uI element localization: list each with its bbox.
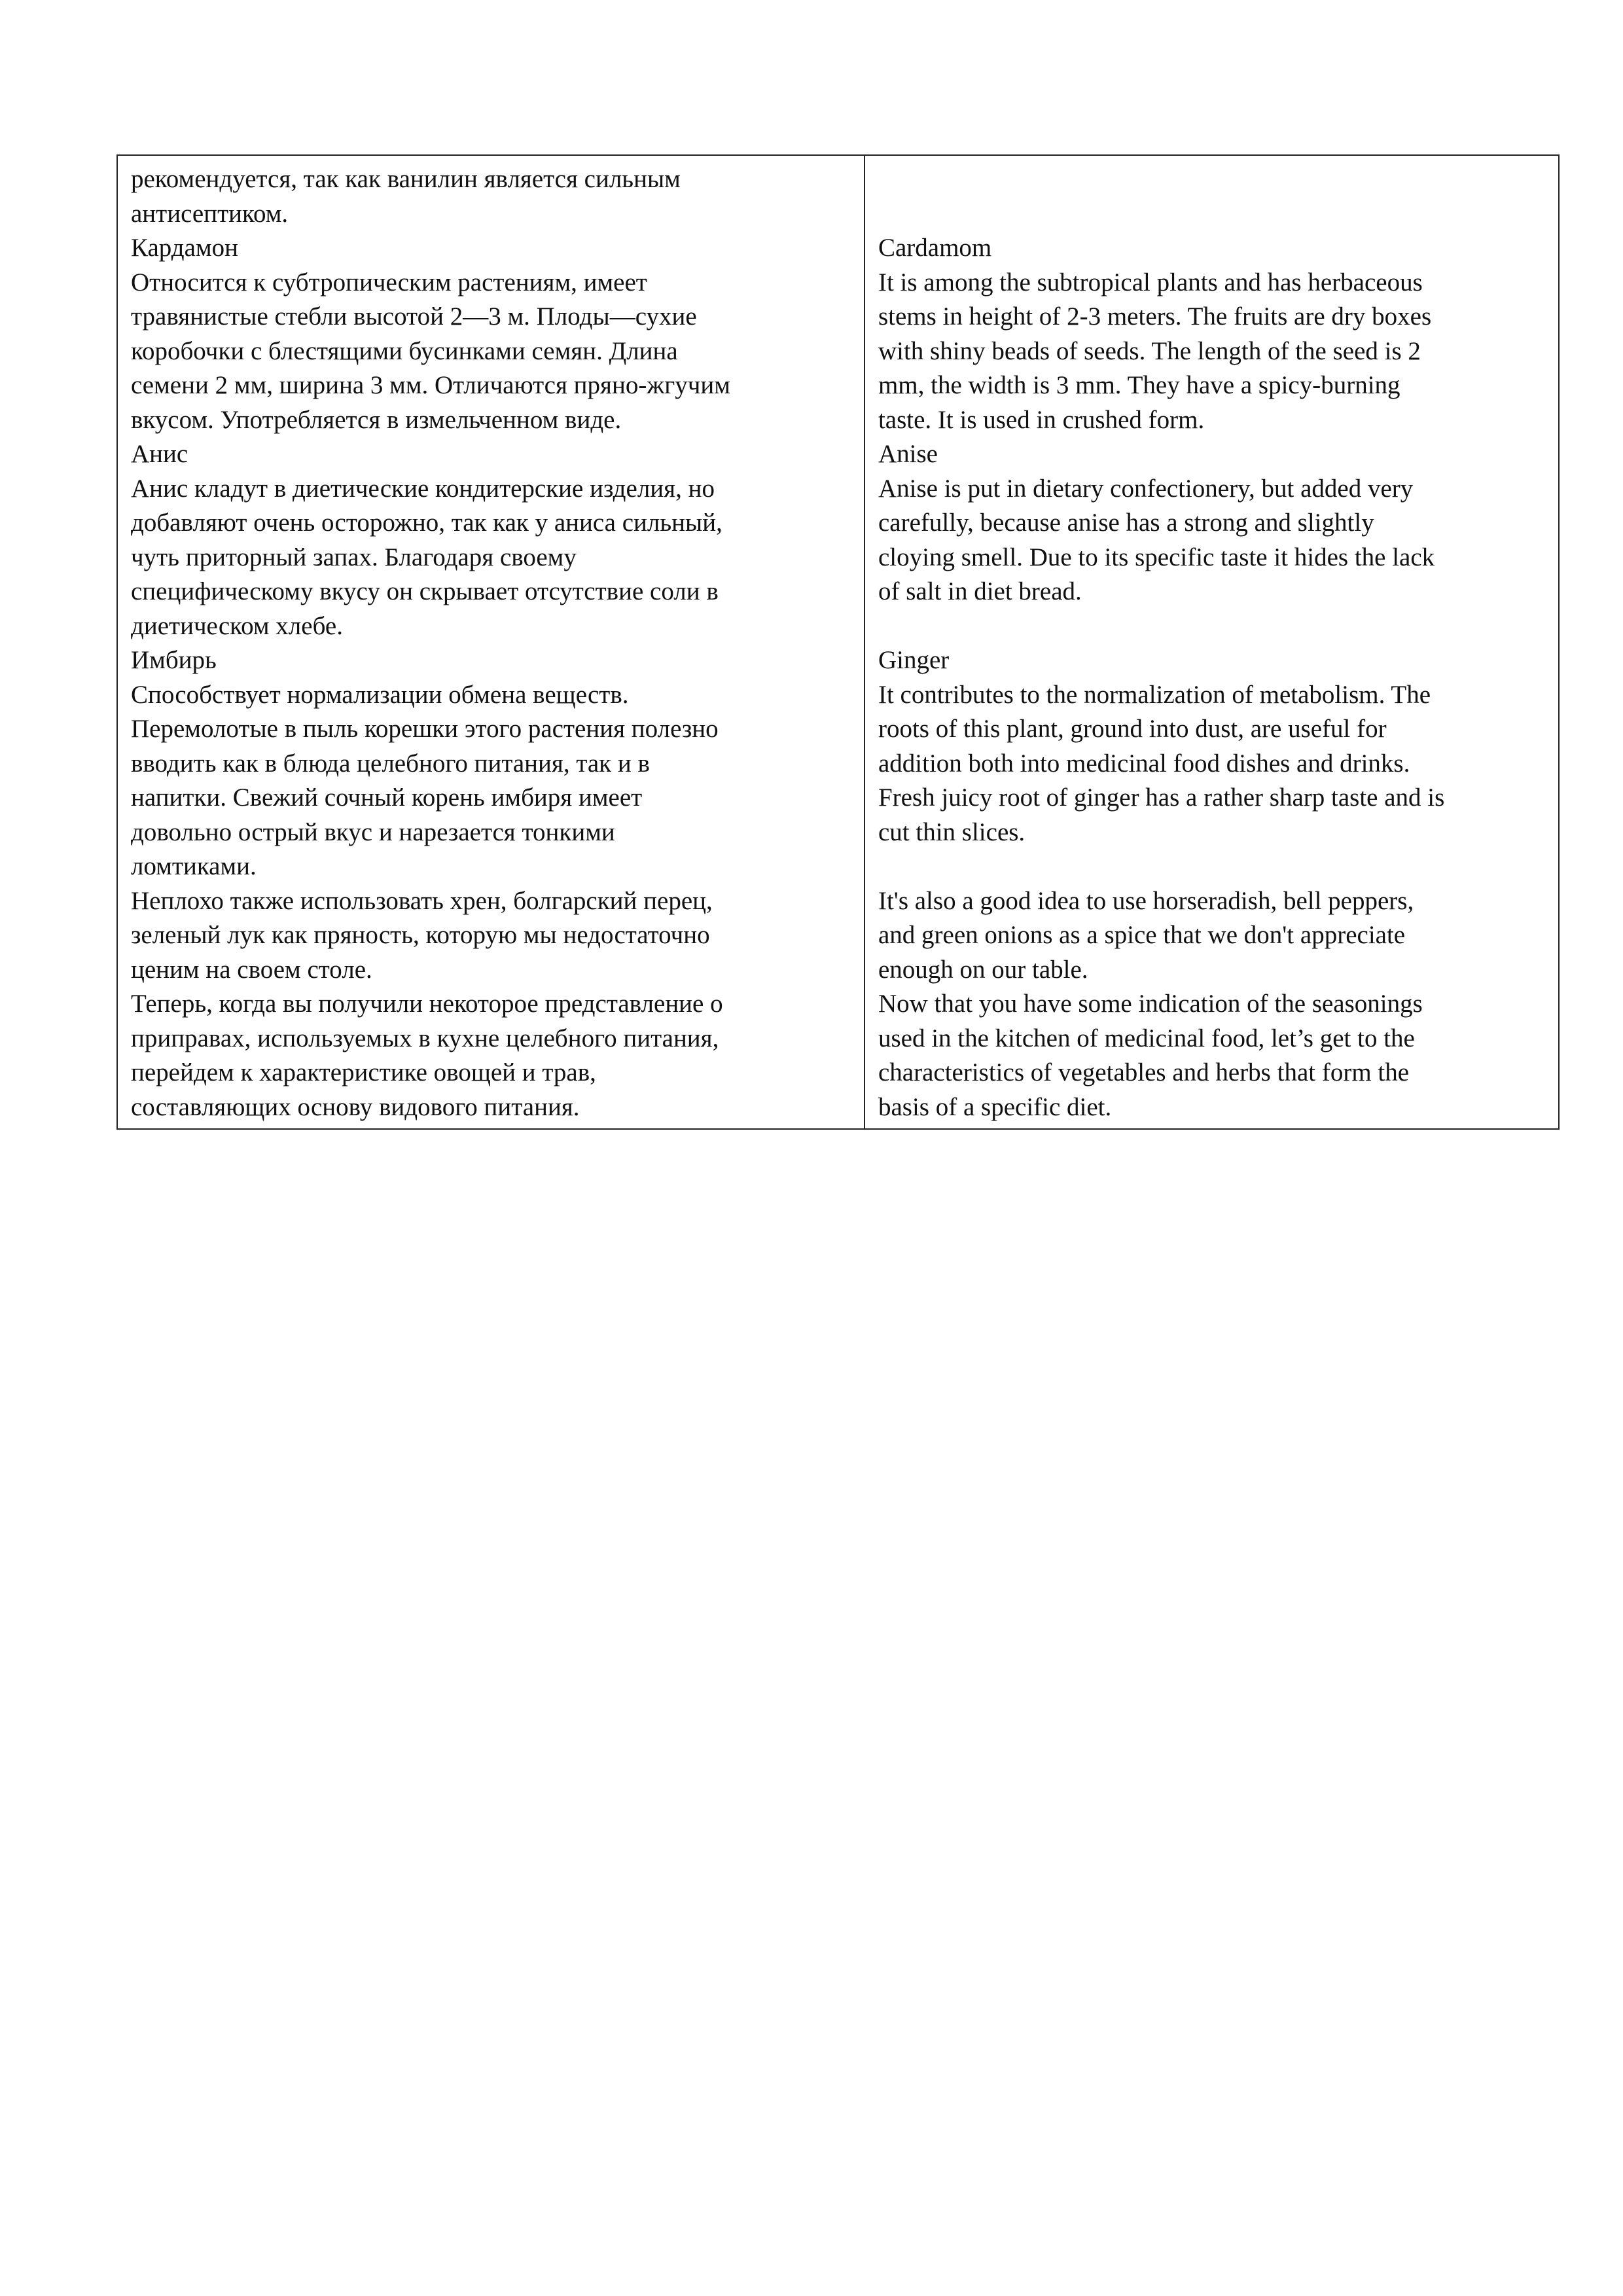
russian-column (118, 156, 865, 1128)
ru-heading-ginger: Имбирь (131, 646, 217, 674)
ru-line: ломтиками. (131, 852, 257, 880)
en-line: Fresh juicy root of ginger has a rather sharp taste and is (878, 783, 1445, 812)
ru-line: составляющих основу видового питания. (131, 1092, 580, 1121)
en-line: and green onions as a spice that we don't appreciate (878, 921, 1406, 949)
en-line: with shiny beads of seeds. The length of the seed is 2 (878, 336, 1421, 365)
ru-line: Относится к субтропическим растениям, имеет (131, 268, 647, 296)
en-line: addition both into medicinal food dishes and drinks. (878, 749, 1410, 778)
ru-line: вкусом. Употребляется в измельченном виде. (131, 405, 622, 434)
ru-line: добавляют очень осторожно, так как у аниса сильный, (131, 509, 722, 537)
en-line (878, 850, 1545, 884)
ru-line: Теперь, когда вы получили некоторое представление о (131, 990, 723, 1018)
en-line (878, 609, 1545, 644)
en-heading-ginger: Ginger (878, 646, 950, 674)
en-heading-anise: Anise (878, 440, 938, 468)
bilingual-table (116, 154, 1560, 1130)
en-line: carefully, because anise has a strong and slightly (878, 509, 1374, 537)
en-line: cut thin slices. (878, 817, 1026, 846)
ru-line: напитки. Свежий сочный корень имбиря имеет (131, 783, 643, 812)
en-line: characteristics of vegetables and herbs that form the (878, 1058, 1410, 1086)
en-line: mm, the width is 3 mm. They have a spicy-burning (878, 371, 1400, 399)
en-line: of salt in diet bread. (878, 577, 1082, 605)
ru-line: коробочки с блестящими бусинками семян. Длина (131, 336, 678, 365)
ru-line: вводить как в блюда целебного питания, так и в (131, 749, 650, 778)
en-line: It's also a good idea to use horseradish, bell peppers, (878, 886, 1414, 915)
en-line: roots of this plant, ground into dust, are useful for (878, 715, 1387, 743)
en-line: Now that you have some indication of the seasonings (878, 990, 1423, 1018)
english-column (865, 156, 1558, 1128)
en-line (878, 162, 1545, 197)
ru-heading-cardamom: Кардамон (131, 234, 238, 262)
ru-line: антисептиком. (131, 199, 289, 228)
en-line: taste. It is used in crushed form. (878, 405, 1205, 434)
en-heading-cardamom: Cardamom (878, 234, 992, 262)
en-line: Anise is put in dietary confectionery, but added very (878, 474, 1414, 503)
ru-line: Перемолотые в пыль корешки этого растения полезно (131, 715, 719, 743)
ru-line: чуть приторный запах. Благодаря своему (131, 543, 577, 571)
ru-line: семени 2 мм, ширина 3 мм. Отличаются пряно-жгучим (131, 371, 730, 399)
ru-line: Анис кладут в диетические кондитерские изделия, но (131, 474, 715, 503)
ru-line: Способствует нормализации обмена веществ. (131, 680, 629, 709)
en-line: It contributes to the normalization of metabolism. The (878, 680, 1431, 709)
ru-line: рекомендуется, так как ванилин является сильным (131, 165, 681, 193)
ru-line: диетическом хлебе. (131, 611, 343, 640)
ru-line: довольно острый вкус и нарезается тонкими (131, 817, 615, 846)
ru-line: перейдем к характеристике овощей и трав, (131, 1058, 596, 1086)
en-line: basis of a specific diet. (878, 1092, 1112, 1121)
ru-heading-anise: Анис (131, 440, 188, 468)
ru-line: зеленый лук как пряность, которую мы недостаточно (131, 921, 710, 949)
ru-line: ценим на своем столе. (131, 955, 372, 984)
ru-line: Неплохо также использовать хрен, болгарский перец, (131, 886, 713, 915)
en-line: cloying smell. Due to its specific taste it hides the lack (878, 543, 1435, 571)
ru-line: специфическому вкусу он скрывает отсутствие соли в (131, 577, 719, 605)
en-line: enough on our table. (878, 955, 1088, 984)
en-line: stems in height of 2-3 meters. The fruits are dry boxes (878, 302, 1432, 331)
en-line: used in the kitchen of medicinal food, let’s get to the (878, 1024, 1415, 1052)
en-line: It is among the subtropical plants and has herbaceous (878, 268, 1423, 296)
en-line (878, 197, 1545, 232)
ru-line: травянистые стебли высотой 2—3 м. Плоды—сухие (131, 302, 697, 331)
ru-line: приправах, используемых в кухне целебного питания, (131, 1024, 719, 1052)
